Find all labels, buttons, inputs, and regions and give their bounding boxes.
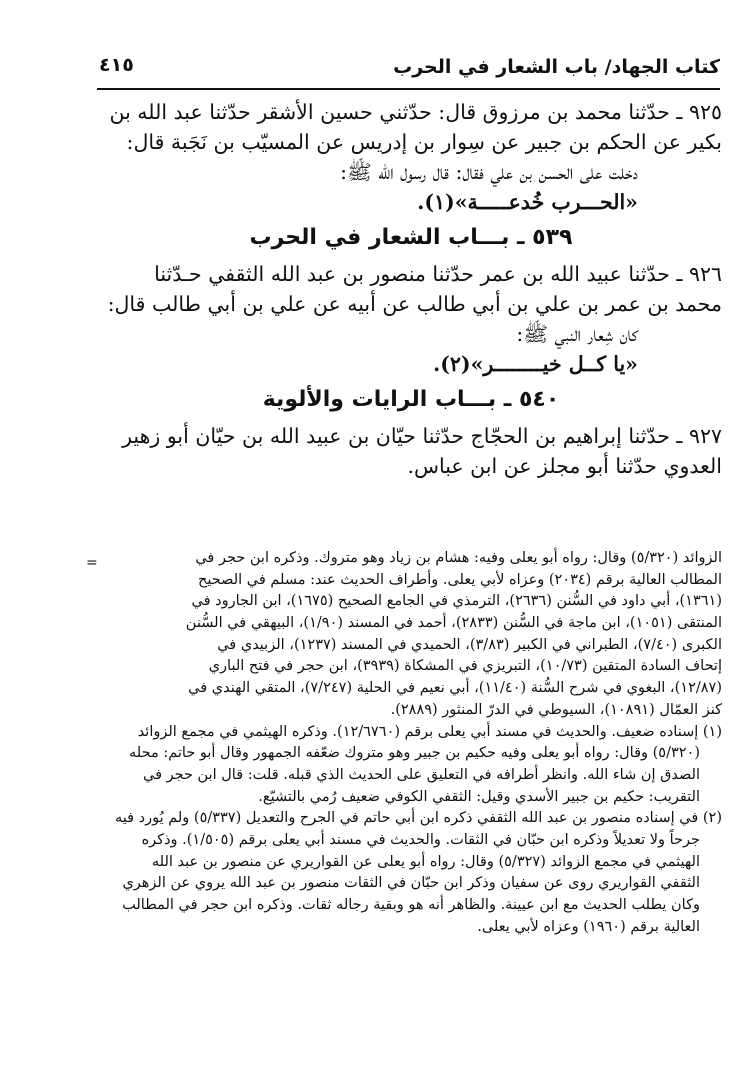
footnote-line: (١٣٦١)، أبي داود في السُّنن (٢٦٣٦)، الترمذي في الجامع الصحيح (١٦٧٥)، ابن الجارود في xyxy=(191,593,722,610)
page-header xyxy=(97,48,720,90)
footnote-line: المطالب العالية برقم (٢٠٣٤) وعزاه لأبي يعلى. وأطراف الحديث عند: مسلم في الصحيح xyxy=(198,571,722,588)
body-line: دخلت على الحسن بن علي فقال: قال رسول الله ﷺ: xyxy=(340,160,638,184)
page-number: ٤١٥ xyxy=(99,54,134,76)
footnotes xyxy=(103,548,722,938)
body-line: بكير عن الحكم بن جبير عن سِوار بن إدريس عن المسيّب بن نَجَبة قال: xyxy=(126,130,722,154)
main-text xyxy=(100,97,722,481)
body-line: ٩٢٧ ـ حدّثنا إبراهيم بن الحجّاج حدّثنا حيّان بن عبيد الله بن حيّان أبو زهير xyxy=(122,424,722,448)
chapter-heading: ٥٤٠ ـ بـــاب الرايات والألوية xyxy=(262,387,560,412)
body-line: ٩٢٥ ـ حدّثنا محمد بن مرزوق قال: حدّثني حسين الأشقر حدّثنا عبد الله بن xyxy=(109,100,722,124)
hadith-quote: «الحـــرب خُدعـــــة»(١). xyxy=(417,190,638,214)
footnote-line: الهيثمي في مجمع الزوائد (٥/٣٢٧) وقال: رواه أبو يعلى عن القواريري عن منصور بن عبد الله xyxy=(151,853,700,870)
footnote-continuation-marker: = xyxy=(86,555,98,571)
footnote-line: (٥/٣٢٠) وقال: رواه أبو يعلى وفيه حكيم بن جبير وهو متروك ضعّفه الجمهور وقال أبو حاتم: محله xyxy=(129,745,700,762)
body-line: محمد بن عمر بن علي بن أبي طالب عن أبيه عن علي بن أبي طالب قال: xyxy=(107,292,722,316)
footnote-line: كنز العمّال (١٠٨٩١)، السيوطي في الدرّ المنثور (٢٨٨٩). xyxy=(390,701,722,718)
footnote-line: وكان يطلب الحديث مع ابن عيينة. والظاهر أنه هو وبقية رجاله ثقات. وذكره ابن حجر في المطالب xyxy=(122,897,700,913)
footnote-line: (١٢/٨٧)، البغوي في شرح السُّنة (١١/٤٠)، أبي نعيم في الحلية (٧/٢٤٧)، المتقي الهندي في xyxy=(188,680,722,697)
footnote-start-line: (١) إسناده ضعيف. والحديث في مسند أبي يعلى برقم (١٢/٦٧٦٠). وذكره الهيثمي في مجمع الزوائد xyxy=(137,723,722,740)
body-line: كان شِعار النبي ﷺ: xyxy=(516,322,638,346)
footnote-line: الثقفي القواريري روى عن سفيان وذكر ابن حبّان في الثقات منصور بن عبد الله يروي عن الزهري xyxy=(122,875,700,892)
footnote-line: التقريب: حكيم بن جبير الأسدي وقيل: الثقفي الكوفي ضعيف رُمي بالتشيّع. xyxy=(258,788,700,805)
hadith-quote: «يا كــل خيــــــــر»(٢). xyxy=(433,352,638,376)
footnote-line: إتحاف السادة المتقين (١٠/٧٣)، التبريزي في المشكاة (٣٩٣٩)، ابن حجر في فتح الباري xyxy=(208,658,722,675)
footnote-line: الزوائد (٥/٣٢٠) وقال: رواه أبو يعلى وفيه: هشام بن زياد وهو متروك. وذكره ابن حجر في xyxy=(195,550,722,566)
footnote-start-line: (٢) في إسناده منصور بن عبد الله الثقفي ذكره ابن أبي حاتم في الجرح والتعديل (٥/٣٣٧) ولم يُورد فيه xyxy=(114,810,722,827)
footnote-line: المنتقى (١٠٥١)، ابن ماجة في السُّنن (٢٨٣٣)، أحمد في المسند (١/٩٠)، البيهقي في السُّنن xyxy=(185,615,722,632)
running-title: كتاب الجهاد/ باب الشعار في الحرب xyxy=(393,56,720,78)
footnote-line: الكبرى (٧/٤٠)، الطبراني في الكبير (٣/٨٣)، الحميدي في المسند (١٢٣٧)، الزبيدي في xyxy=(217,636,722,653)
footnote-line: الصدق إن شاء الله. وانظر أطرافه في التعليق على الحديث الذي قبله. قلت: قال ابن حجر في xyxy=(143,766,700,783)
footnote-line: العالية برقم (١٩٦٠) وعزاه لأبي يعلى. xyxy=(477,918,700,935)
footnote-line: جرحاً ولا تعديلاً وذكره ابن حبّان في الثقات. والحديث في مسند أبي يعلى برقم (١/٥٠٥). وذكره xyxy=(141,831,700,848)
body-line: ٩٢٦ ـ حدّثنا عبيد الله بن عمر حدّثنا منصور بن عبد الله الثقفي حـدّثنا xyxy=(154,262,722,286)
body-line: العدوي حدّثنا أبو مجلز عن ابن عباس. xyxy=(407,454,722,478)
chapter-heading: ٥٣٩ ـ بـــاب الشعار في الحرب xyxy=(249,225,573,250)
